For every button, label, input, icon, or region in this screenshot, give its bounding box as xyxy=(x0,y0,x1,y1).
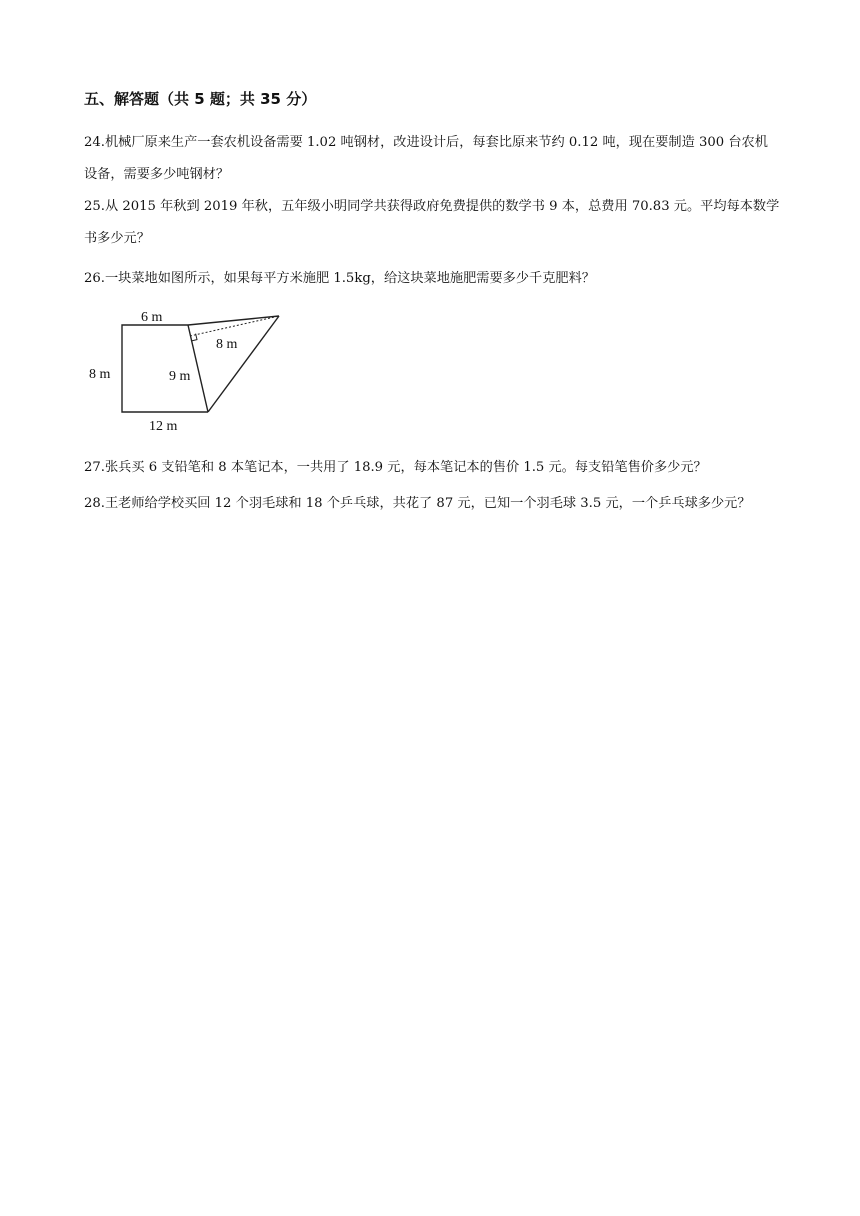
label-left: 8 m xyxy=(89,367,111,382)
trapezoid-outline xyxy=(122,325,208,412)
label-slant: 9 m xyxy=(169,369,191,384)
slant-side xyxy=(188,325,208,412)
triangle-outer-side xyxy=(208,316,279,412)
label-top: 6 m xyxy=(141,310,163,325)
triangle-top-side xyxy=(188,316,279,325)
question-25: 25.从 2015 年秋到 2019 年秋，五年级小明同学共获得政府免费提供的数学书 9 本，总费用 70.83 元。平均每本数学书多少元？ xyxy=(84,199,780,246)
field-figure xyxy=(84,303,290,437)
question-28: 28.王老师给学校买回 12 个羽毛球和 18 个乒乓球，共花了 87 元，已知一个羽毛球 3.5 元，一个乒乓球多少元？ xyxy=(84,496,751,511)
question-24: 24.机械厂原来生产一套农机设备需要 1.02 吨钢材，改进设计后，每套比原来节约 0.12 吨，现在要制造 300 台农机设备，需要多少吨钢材？ xyxy=(84,135,768,182)
field-diagram xyxy=(84,303,290,437)
label-bottom: 12 m xyxy=(149,419,178,434)
question-27: 27.张兵买 6 支铅笔和 8 本笔记本，一共用了 18.9 元，每本笔记本的售价 1.5 元。每支铅笔售价多少元？ xyxy=(84,460,707,475)
section-title: 五、解答题（共 5 题；共 35 分） xyxy=(84,90,317,108)
question-26: 26.一块菜地如图所示，如果每平方米施肥 1.5kg，给这块菜地施肥需要多少千克肥料？ xyxy=(84,271,595,286)
label-height: 8 m xyxy=(216,337,238,352)
